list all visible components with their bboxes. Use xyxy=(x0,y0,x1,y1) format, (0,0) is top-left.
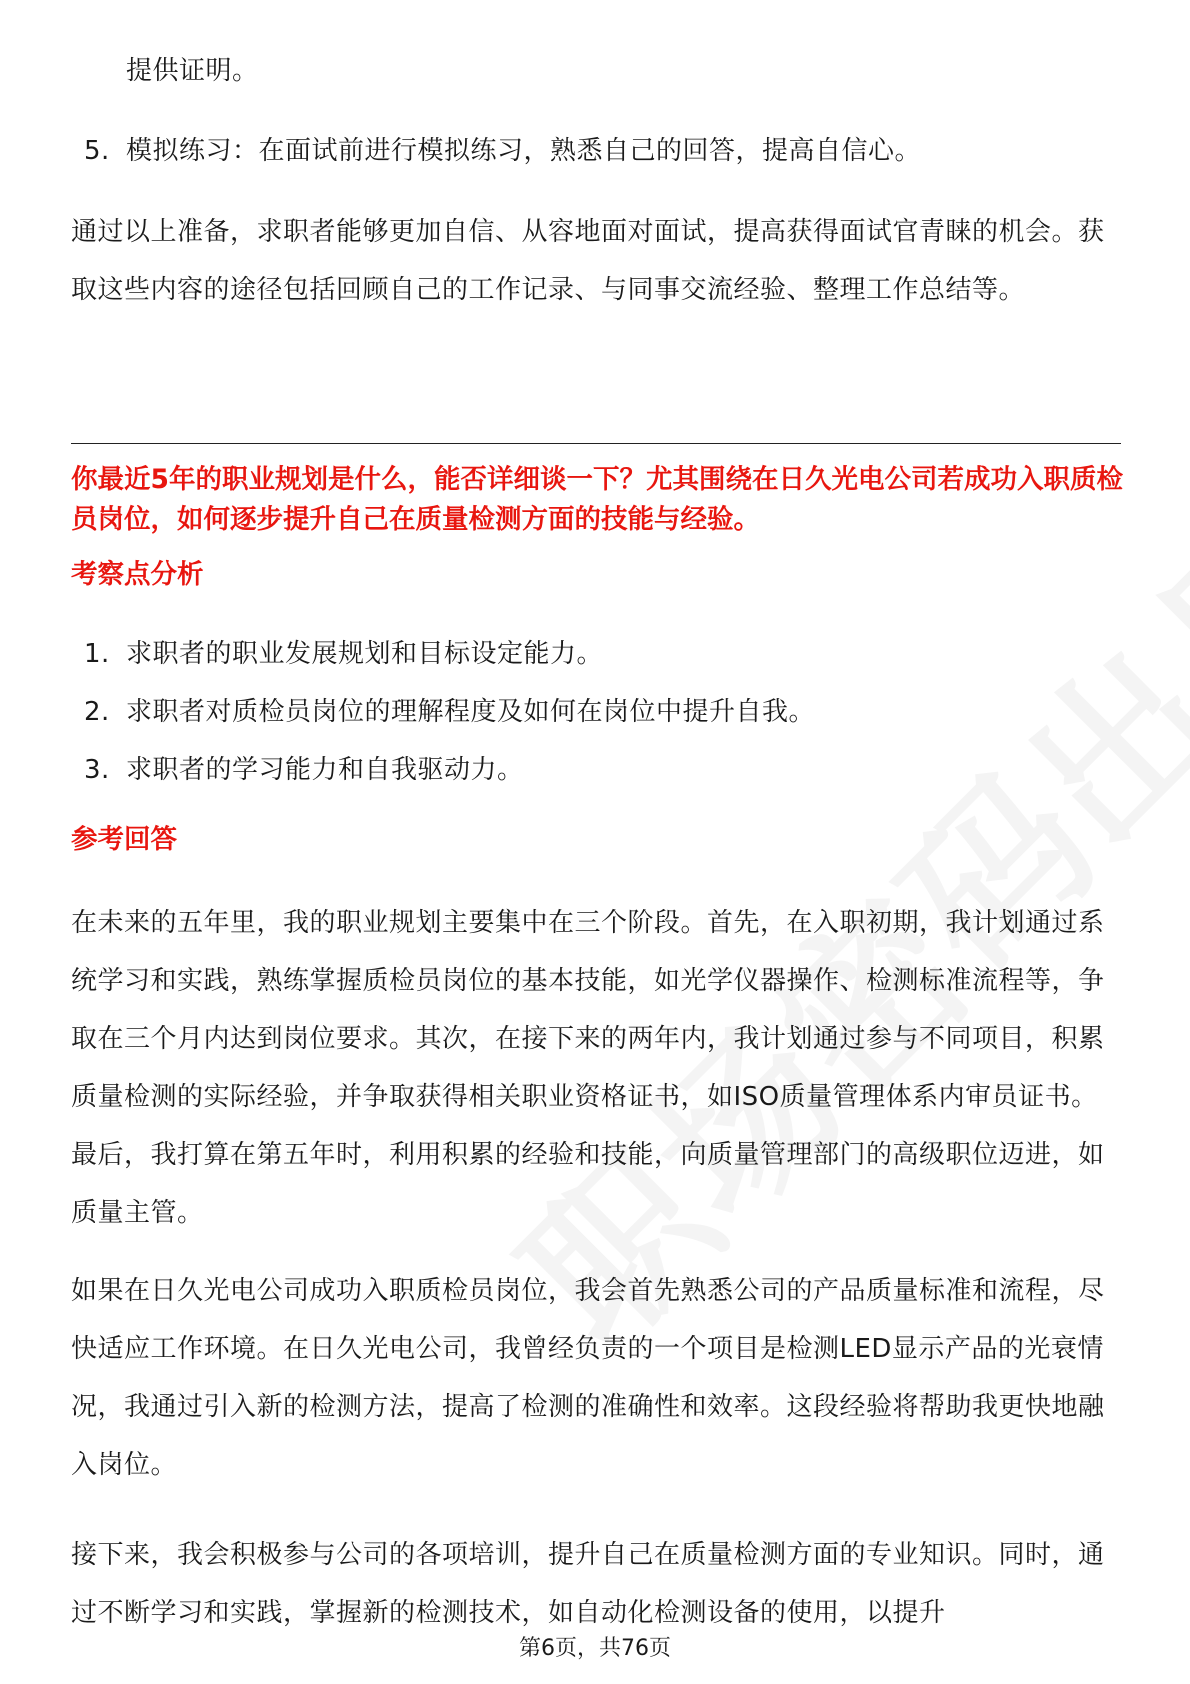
section-divider xyxy=(71,443,1121,444)
list-item xyxy=(84,683,815,741)
list-item xyxy=(84,122,921,180)
question-heading: 你最近5年的职业规划是什么，能否详细谈一下？尤其围绕在日久光电公司若成功入职质检员岗位，如何逐步提升自己在质量检测方面的技能与经验。 xyxy=(71,464,1123,535)
list-item-text: 求职者的学习能力和自我驱动力。 xyxy=(126,755,524,785)
list-item xyxy=(84,625,603,683)
answer-paragraph: 如果在日久光电公司成功入职质检员岗位，我会首先熟悉公司的产品质量标准和流程，尽快适应工作环境。在日久光电公司，我曾经负责的一个项目是检测LED显示产品的光衰情况，我通过引入新的检测方法，提高了检测的准确性和效率。这段经验将帮助我更快地融入岗位。 xyxy=(71,1276,1105,1480)
list-item-number: 3. xyxy=(84,755,110,785)
list-item-number: 2. xyxy=(84,697,110,727)
answer-paragraph: 在未来的五年里，我的职业规划主要集中在三个阶段。首先，在入职初期，我计划通过系统学习和实践，熟练掌握质检员岗位的基本技能，如光学仪器操作、检测标准流程等，争取在三个月内达到岗位要求。其次，在接下来的两年内，我计划通过参与不同项目，积累质量检测的实际经验，并争取获得相关职业资格证书，如ISO质量管理体系内审员证书。最后，我打算在第五年时，利用积累的经验和技能，向质量管理部门的高级职位迈进，如质量主管。 xyxy=(71,908,1105,1228)
answer-paragraph: 接下来，我会积极参与公司的各项培训，提升自己在质量检测方面的专业知识。同时，通过不断学习和实践，掌握新的检测技术，如自动化检测设备的使用，以提升 xyxy=(71,1540,1105,1628)
list-item xyxy=(84,741,524,799)
summary-paragraph: 通过以上准备，求职者能够更加自信、从容地面对面试，提高获得面试官青睐的机会。获取这些内容的途径包括回顾自己的工作记录、与同事交流经验、整理工作总结等。 xyxy=(71,217,1105,305)
page-number-footer: 第6页，共76页 xyxy=(519,1636,671,1661)
list-item-number: 5. xyxy=(84,136,110,166)
analysis-heading: 考察点分析 xyxy=(71,559,204,590)
list-item-text: 求职者的职业发展规划和目标设定能力。 xyxy=(126,639,604,669)
list-item-text: 模拟练习：在面试前进行模拟练习，熟悉自己的回答，提高自信心。 xyxy=(126,136,922,166)
list-item-number: 1. xyxy=(84,639,110,669)
answer-heading: 参考回答 xyxy=(71,824,177,855)
list-item-continuation: 提供证明。 xyxy=(126,56,259,86)
list-item-text: 求职者对质检员岗位的理解程度及如何在岗位中提升自我。 xyxy=(126,697,816,727)
